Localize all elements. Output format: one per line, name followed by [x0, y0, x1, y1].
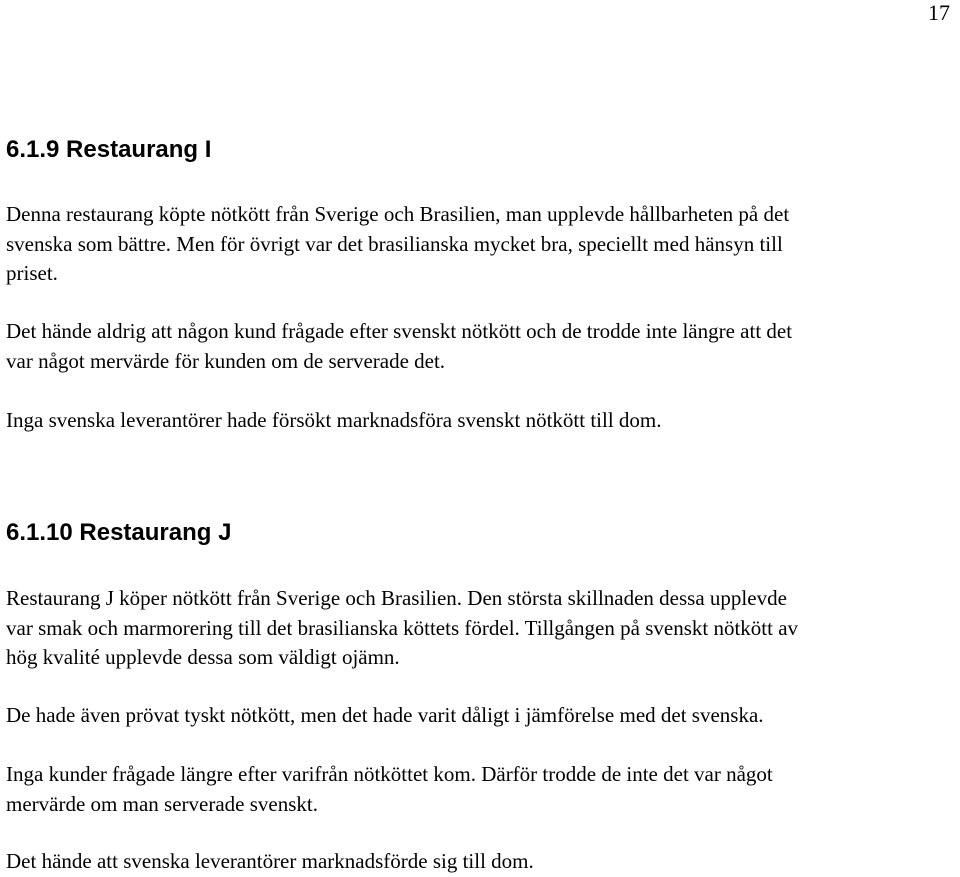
text-line: De hade även prövat tyskt nötkött, men det hade varit dåligt i jämförelse med det svenska.: [6, 703, 764, 727]
paragraph-restaurang-i-3: [6, 406, 960, 436]
section-heading-restaurang-j: 6.1.10 Restaurang J: [6, 519, 232, 546]
paragraph-restaurang-j-3: [6, 760, 960, 819]
section-heading-restaurang-i: 6.1.9 Restaurang I: [6, 136, 212, 163]
paragraph-restaurang-i-2: [6, 317, 960, 376]
paragraph-restaurang-j-4: [6, 847, 960, 877]
text-line: Det hände aldrig att någon kund frågade efter svenskt nötkött och de trodde inte längre att det: [6, 319, 793, 343]
text-line: Inga svenska leverantörer hade försökt marknadsföra svenskt nötkött till dom.: [6, 408, 662, 432]
text-line: var smak och marmorering till det brasilianska köttets fördel. Tillgången på svenskt nötkött av: [6, 615, 799, 640]
paragraph-restaurang-j-1: [6, 584, 960, 673]
paragraph-restaurang-j-2: [6, 701, 960, 731]
text-line: priset.: [6, 261, 58, 285]
text-line: var något mervärde för kunden om de serverade det.: [6, 348, 446, 373]
text-line: Restaurang J köper nötkött från Sverige och Brasilien. Den största skillnaden dessa upplevde: [6, 586, 787, 610]
page-number: 17: [928, 0, 950, 25]
text-line: mervärde om man serverade svenskt.: [6, 791, 318, 816]
text-line: Denna restaurang köpte nötkött från Sverige och Brasilien, man upplevde hållbarheten på det: [6, 202, 790, 226]
paragraph-restaurang-i-1: [6, 200, 960, 289]
text-line: hög kvalité upplevde dessa som väldigt ojämn.: [6, 645, 400, 669]
text-line: Inga kunder frågade längre efter varifrån nötköttet kom. Därför trodde de inte det var något: [6, 762, 773, 786]
text-line: svenska som bättre. Men för övrigt var det brasilianska mycket bra, speciellt med hänsyn till: [6, 231, 783, 256]
text-line: Det hände att svenska leverantörer marknadsförde sig till dom.: [6, 849, 534, 873]
